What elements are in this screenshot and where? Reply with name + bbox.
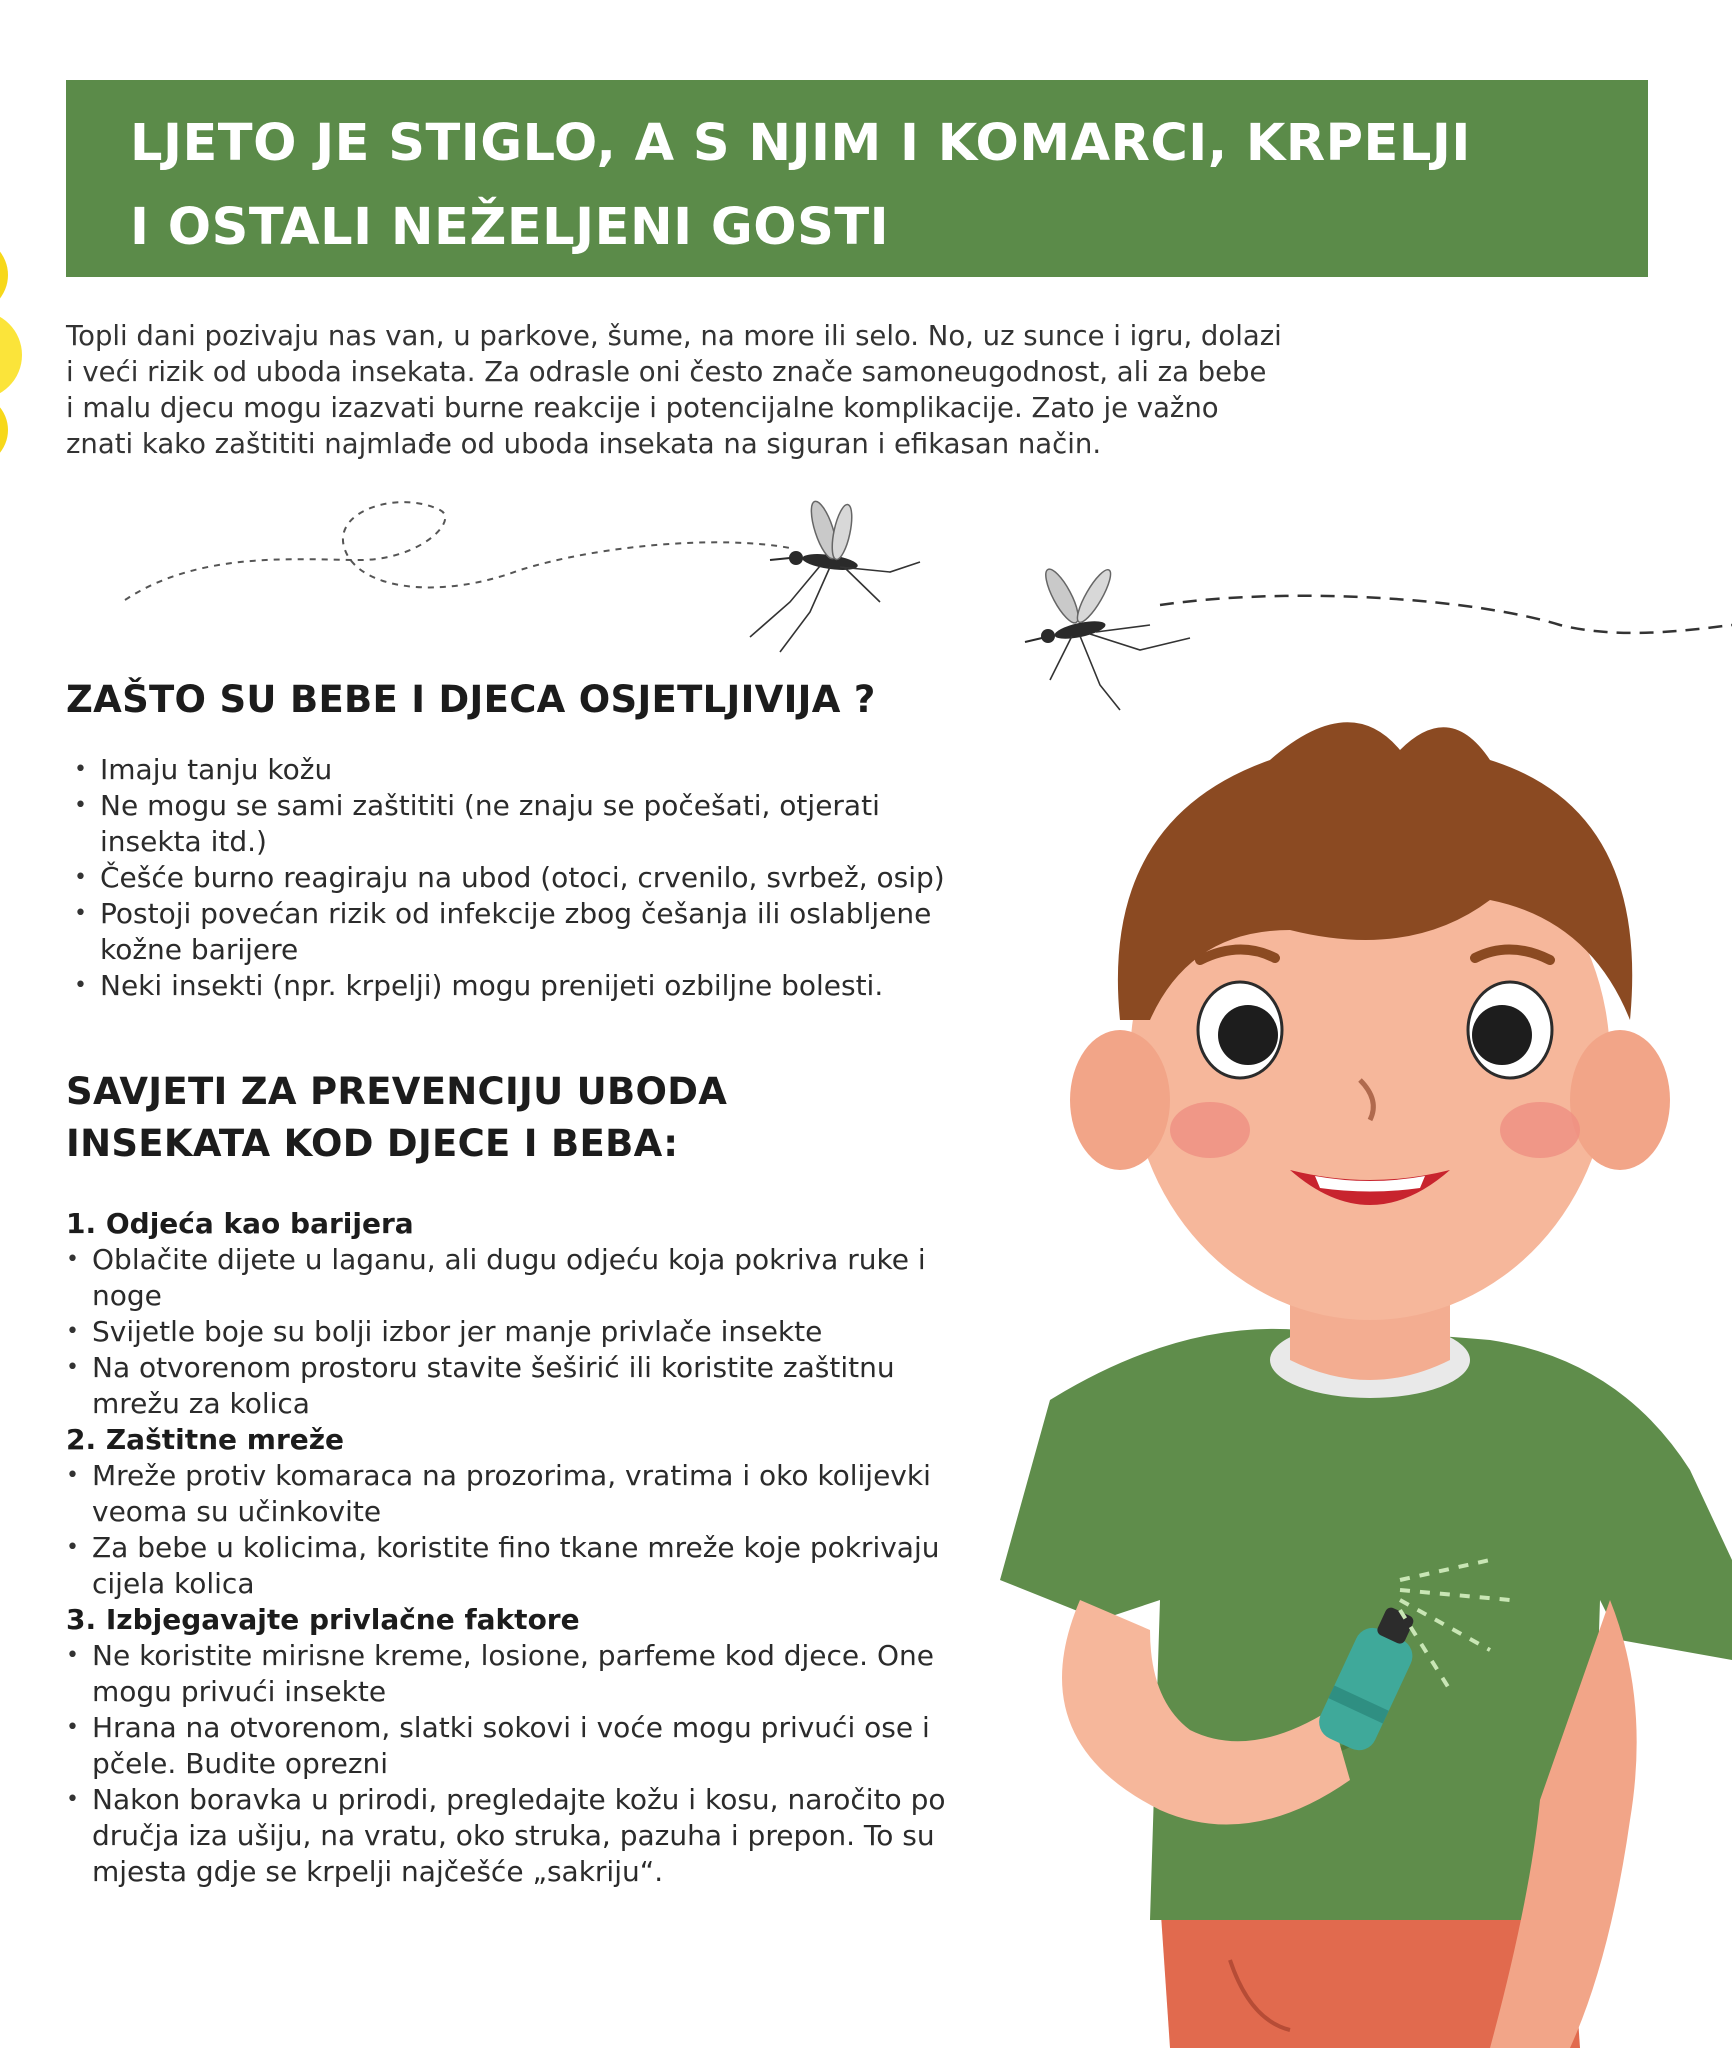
tip-heading: 1. Odjeća kao barijera <box>66 1207 414 1240</box>
tip-heading: 3. Izbjegavajte privlačne faktore <box>66 1603 580 1636</box>
why-list <box>74 752 974 1004</box>
eye <box>1472 1005 1532 1065</box>
tips-list <box>66 1206 966 1890</box>
list-item: • Postoji povećan rizik od infekcije zbog češanja ili oslabljene kožne barijere <box>74 896 974 968</box>
intro-line: i malu djecu mogu izazvati burne reakcije i potencijalne komplikacije. Zato je važno <box>66 392 1219 424</box>
header-banner <box>66 80 1648 277</box>
intro-line: znati kako zaštititi najmlađe od uboda insekata na siguran i efikasan način. <box>66 428 1102 460</box>
list-item: • Neki insekti (npr. krpelji) mogu prenijeti ozbiljne bolesti. <box>74 968 974 1004</box>
list-item: • Svijetle boje su bolji izbor jer manje privlače insekte <box>66 1314 966 1350</box>
list-item: • Oblačite dijete u laganu, ali dugu odjeću koja pokriva ruke i noge <box>66 1242 966 1314</box>
page-title <box>130 102 1608 270</box>
list-item: • Ne koristite mirisne kreme, losione, parfeme kod djece. One mogu privući insekte <box>66 1638 966 1710</box>
tip-heading: 2. Zaštitne mreže <box>66 1423 345 1456</box>
list-item: • Češće burno reagiraju na ubod (otoci, crvenilo, svrbež, osip) <box>74 860 974 896</box>
intro-line: Topli dani pozivaju nas van, u parkove, šume, na more ili selo. No, uz sunce i igru, dolazi <box>66 320 1282 352</box>
list-item: • Ne mogu se sami zaštititi (ne znaju se počešati, otjerati insekta itd.) <box>74 788 974 860</box>
list-item: • Na otvorenom prostoru stavite šeširić ili koristite zaštitnu mrežu za kolica <box>66 1350 966 1422</box>
page-title-line-2: I OSTALI NEŽELJENI GOSTI <box>130 198 890 257</box>
why-section-title: ZAŠTO SU BEBE I DJECA OSJETLJIVIJA ? <box>66 678 876 721</box>
yellow-sun-decoration <box>0 230 60 470</box>
flight-path-right <box>1160 596 1732 633</box>
mosquito-icon <box>750 499 920 652</box>
list-item: • Hrana na otvorenom, slatki sokovi i voće mogu privući ose i pčele. Budite oprezni <box>66 1710 966 1782</box>
list-item: • Za bebe u kolicima, koristite fino tkane mreže koje pokrivaju cijela kolica <box>66 1530 966 1602</box>
eye <box>1218 1005 1278 1065</box>
page-title-line-1: LJETO JE STIGLO, A S NJIM I KOMARCI, KRPELJI <box>130 114 1471 173</box>
list-item: • Imaju tanju kožu <box>74 752 974 788</box>
intro-paragraph <box>66 318 1296 462</box>
list-item: • Nakon boravka u prirodi, pregledajte kožu i kosu, naročito po dručja iza ušiju, na vratu, oko struka, pazuha i prepon. To su mjesta gdje se krpelji najčešće „sakriju“. <box>66 1782 966 1890</box>
intro-line: i veći rizik od uboda insekata. Za odrasle oni često znače samoneugodnost, ali za bebe <box>66 356 1267 388</box>
tips-section-title: SAVJETI ZA PREVENCIJU UBODA INSEKATA KOD DJECE I BEBA: <box>66 1070 728 1165</box>
mosquito-icon <box>1025 565 1190 710</box>
flight-path-left <box>125 502 790 600</box>
list-item: • Mreže protiv komaraca na prozorima, vratima i oko kolijevki veoma su učinkovite <box>66 1458 966 1530</box>
boy-spraying-repellent-illustration <box>930 700 1732 2048</box>
